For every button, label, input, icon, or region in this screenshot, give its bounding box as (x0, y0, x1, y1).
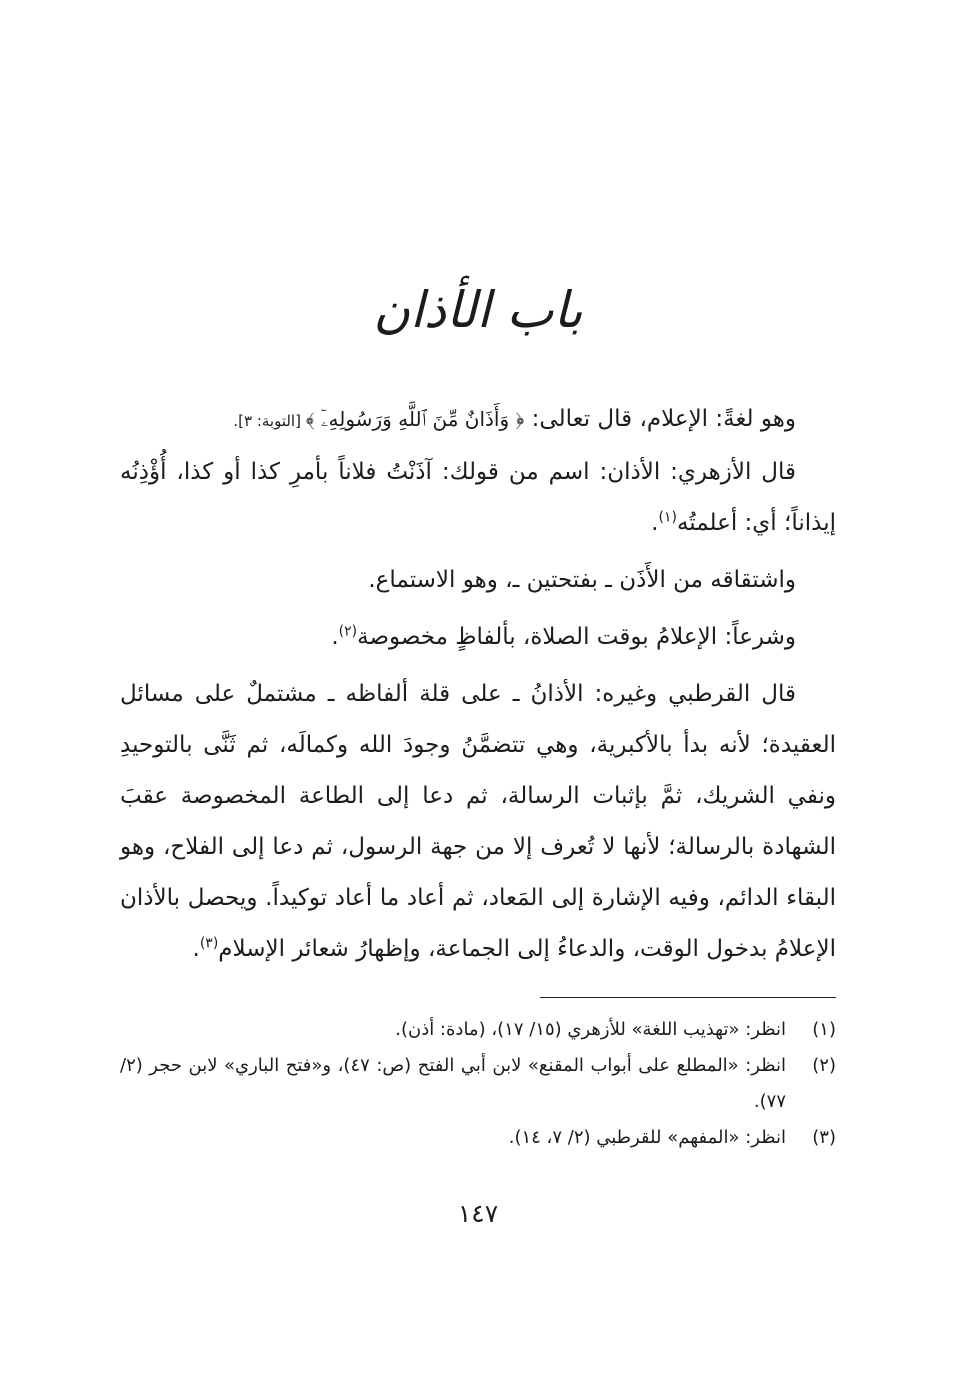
footnote-separator (540, 997, 836, 998)
paragraph-azhari (120, 447, 836, 549)
footnote-number: (٢) (812, 1055, 836, 1076)
footnote-text: انظر: «تهذيب اللغة» للأزهري (١٥/ ١٧)، (مادة: أذن). (395, 1019, 786, 1040)
chapter-title: باب الأذان (373, 281, 583, 339)
footnote (120, 1120, 836, 1156)
quran-verse: ﴿ وَأَذَانٌ مِّنَ ٱللَّهِ وَرَسُولِهِۦٓ ﴾ (305, 407, 525, 431)
footnote-text: انظر: «المفهم» للقرطبي (٢/ ٧، ١٤). (508, 1127, 786, 1148)
paragraph-text: قال القرطبي وغيره: الأذانُ ـ على قلة ألفاظه ـ مشتملٌ على مسائل العقيدة؛ لأنه بدأ بالأكبرية، وهي تتضمَّنُ وجودَ الله وكمالَه، ثم ثَنَّى بالتوحيدِ ونفي الشريك، ثمَّ بإثبات الرسالة، ثم دعا إلى الطاعة المخصوصة عقبَ الشهادة بالرسالة؛ لأنها لا تُعرف إلا من جهة الرسول، ثم دعا إلى الفلاح، وهو البقاء الدائم، وفيه الإشارة إلى المَعاد، ثم أعاد ما أعاد توكيداً. ويحصل بالأذان الإعلامُ بدخول الوقت، والدعاءُ إلى الجماعة، وإظهارُ شعائر الإسلام (120, 681, 836, 962)
footnote-text: انظر: «المطلع على أبواب المقنع» لابن أبي الفتح (ص: ٤٧)، و«فتح الباري» لابن حجر (٢/ ٧٧). (120, 1055, 786, 1112)
footnote-number: (١) (812, 1019, 836, 1040)
paragraph-text: وهو لغةً: الإعلام، قال تعالى: (524, 406, 796, 432)
paragraph-derivation (120, 555, 836, 606)
paragraph-end: . (331, 624, 339, 650)
paragraph-end: . (192, 936, 200, 962)
paragraph-end: . (651, 510, 659, 536)
verse-reference: [التوبة: ٣]. (233, 412, 306, 430)
paragraph-text: وشرعاً: الإعلامُ بوقت الصلاة، بألفاظٍ مخصوصة (357, 624, 796, 650)
footnote-marker: (١) (658, 509, 677, 526)
footnote (120, 1048, 836, 1120)
paragraph-qurtubi (120, 669, 836, 975)
footnote-number: (٣) (812, 1127, 836, 1148)
text-column (120, 262, 836, 1234)
footnote (120, 1012, 836, 1048)
paragraph-legal-definition (120, 612, 836, 663)
footnote-marker: (٢) (338, 623, 358, 640)
paragraph-text: واشتقاقه من الأَذَن ـ بفتحتين ـ، وهو الاستماع. (368, 567, 796, 593)
paragraph-linguistic-definition (120, 394, 836, 447)
paragraph-text: قال الأزهري: الأذان: اسم من قولك: آذَنْتُ فلاناً بأمرِ كذا أو كذا، أُؤْذِنُه إيذاناً؛ أي: أعلمتُه (120, 459, 836, 536)
footnote-marker: (٣) (199, 935, 219, 952)
page-number: ١٤٧ (457, 1199, 499, 1228)
